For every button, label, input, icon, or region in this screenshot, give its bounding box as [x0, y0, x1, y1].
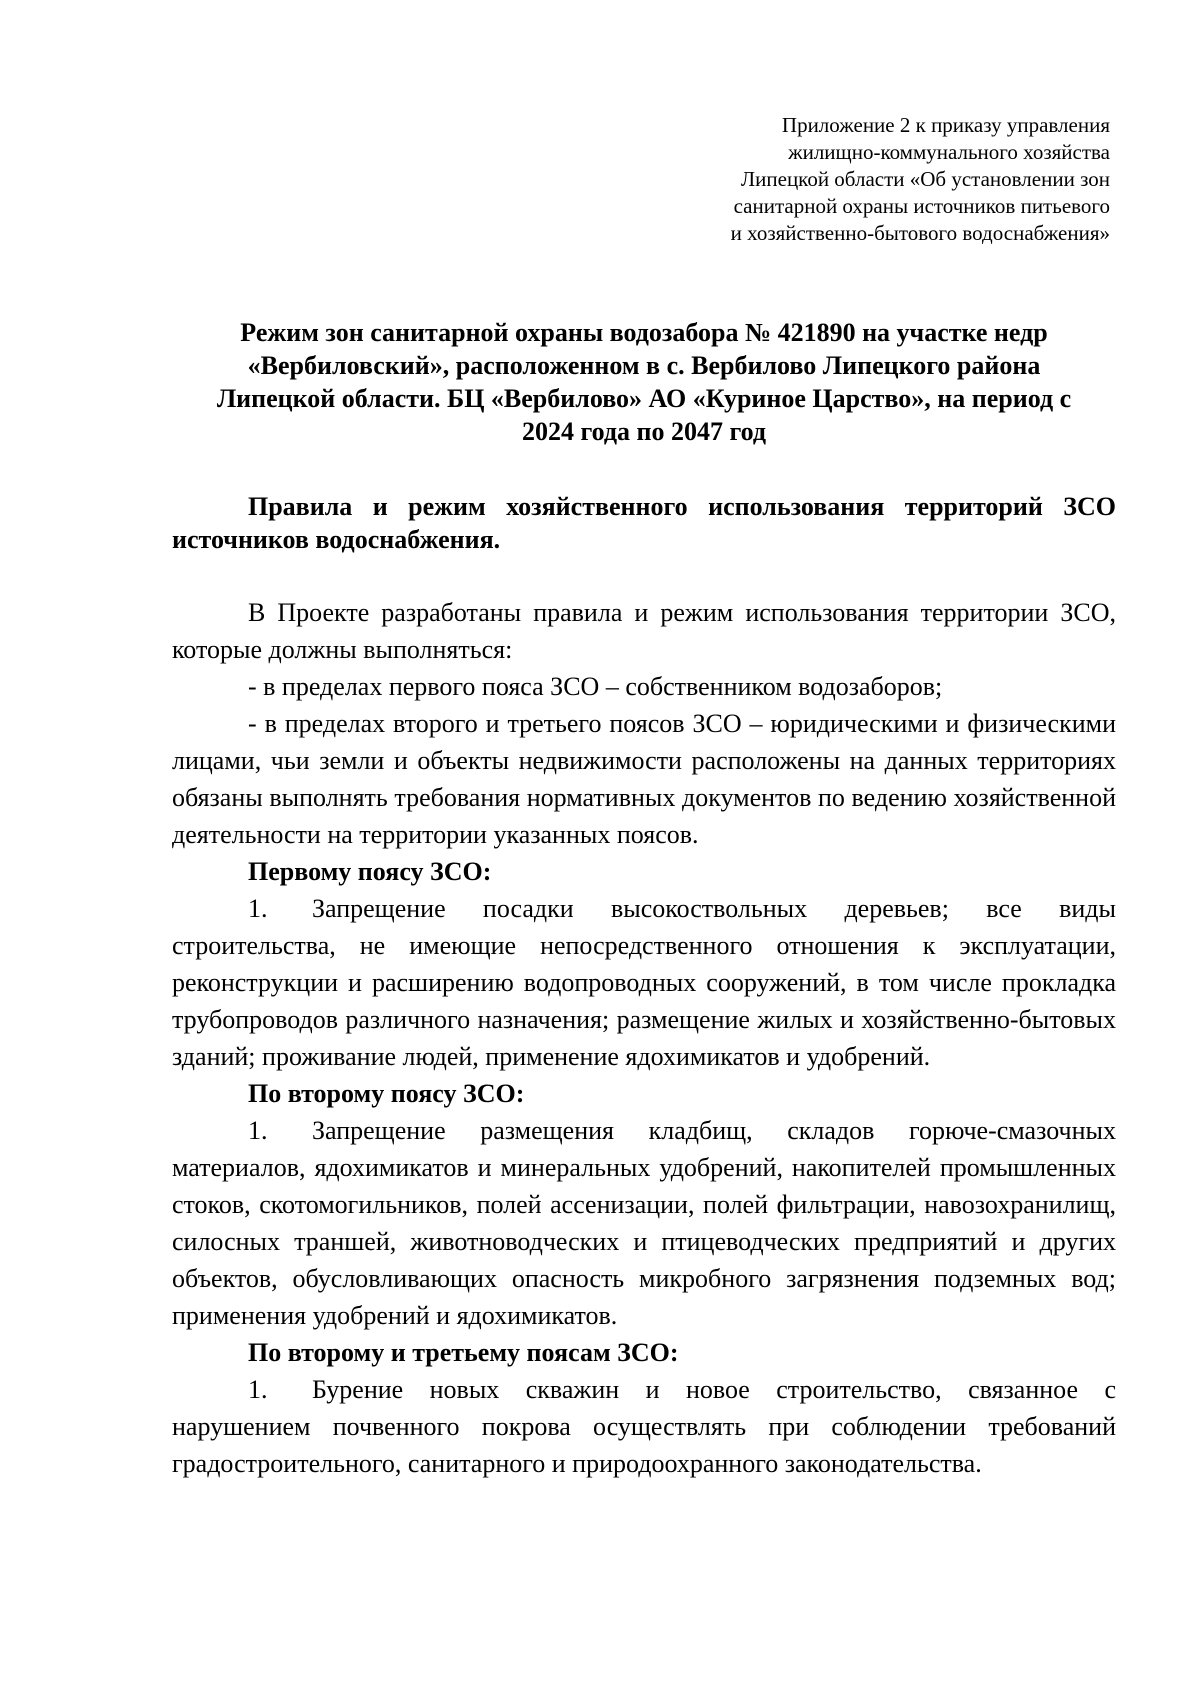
item-text: Запрещение посадки высокоствольных деревьев; все виды строительства, не имеющие непосредственного отношения к эксплуатации, реконструкции и расширению водопроводных сооружений, в том числе прокладка трубопроводов различного назначения; размещение жилых и хозяйственно-бытовых зданий; проживание людей, применение ядохимикатов и удобрений.: [172, 894, 1116, 1071]
zone-rule-item: [172, 890, 1116, 1075]
item-number: 1.: [248, 1375, 268, 1404]
item-number: 1.: [248, 1116, 268, 1145]
title-line: Липецкой области. БЦ «Вербилово» АО «Куриное Царство», на период с: [216, 384, 1072, 413]
zone-heading: Первому поясу ЗСО:: [248, 857, 492, 886]
item-text: Бурение новых скважин и новое строительство, связанное с нарушением почвенного покрова осуществлять при соблюдении требований градостроительного, санитарного и природоохранного законодательства.: [172, 1375, 1116, 1478]
zone-rule-item: [172, 1371, 1116, 1482]
appendix-line: Липецкой области «Об установлении зон: [740, 167, 1110, 191]
document-body: [172, 594, 1116, 1482]
title-line: «Вербиловский», расположенном в с. Вербилово Липецкого района: [247, 351, 1041, 380]
document-title: [172, 316, 1116, 448]
item-text: Запрещение размещения кладбищ, складов горюче-смазочных материалов, ядохимикатов и минеральных удобрений, накопителей промышленных стоков, скотомогильников, полей ассенизации, полей фильтрации, навозохранилищ, силосных траншей, животноводческих и птицеводческих предприятий и других объектов, обусловливающих опасность микробного загрязнения подземных вод; применения удобрений и ядохимикатов.: [172, 1116, 1116, 1330]
intro-paragraph: - в пределах первого пояса ЗСО – собственником водозаборов;: [248, 672, 943, 701]
title-line: 2024 года по 2047 год: [521, 417, 767, 446]
intro-paragraph: - в пределах второго и третьего поясов ЗСО – юридическими и физическими лицами, чьи земли и объекты недвижимости расположены на данных территориях обязаны выполнять требования нормативных документов по ведению хозяйственной деятельности на территории указанных поясов.: [172, 709, 1116, 849]
appendix-line: Приложение 2 к приказу управления: [781, 113, 1110, 137]
document-content: [172, 316, 1116, 1482]
item-number: 1.: [248, 894, 268, 923]
zone-rule-item: [172, 1112, 1116, 1334]
appendix-line: и хозяйственно-бытового водоснабжения»: [730, 221, 1110, 245]
zone-heading: По второму и третьему поясам ЗСО:: [248, 1338, 679, 1367]
appendix-line: санитарной охраны источников питьевого: [733, 194, 1110, 218]
section-subtitle: Правила и режим хозяйственного использования территорий ЗСО источников водоснабжения.: [172, 492, 1116, 554]
title-line: Режим зон санитарной охраны водозабора № 421890 на участке недр: [240, 318, 1048, 347]
appendix-note: [550, 112, 1110, 247]
appendix-line: жилищно-коммунального хозяйства: [788, 140, 1110, 164]
intro-paragraph: В Проекте разработаны правила и режим использования территории ЗСО, которые должны выполняться:: [172, 598, 1116, 664]
zone-heading: По второму поясу ЗСО:: [248, 1079, 525, 1108]
